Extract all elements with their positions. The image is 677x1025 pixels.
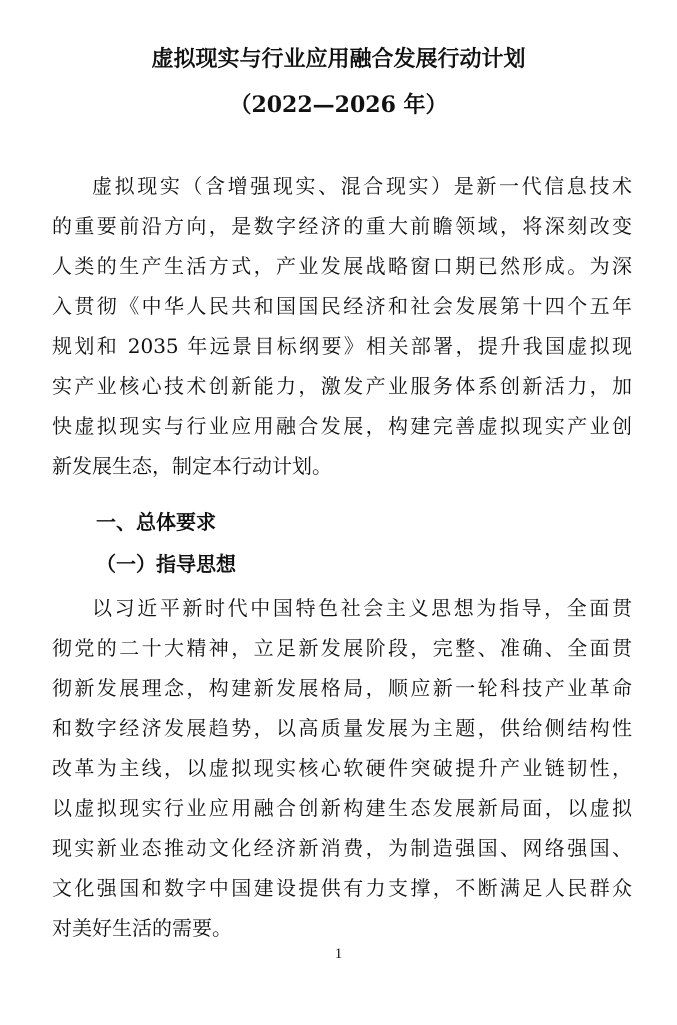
paragraph-line: 入贯彻《中华人民共和国国民经济和社会发展第十四个五年	[52, 294, 632, 318]
paragraph-line: 对美好生活的需要。	[52, 916, 232, 940]
paragraph-line: 实产业核心技术创新能力，激发产业服务体系创新活力，加	[52, 374, 632, 398]
paragraph-line: 人类的生产生活方式，产业发展战略窗口期已然形成。为深	[52, 254, 632, 278]
document-subtitle: （2022—2026 年）	[229, 92, 448, 118]
paragraph-line: 彻党的二十大精神，立足新发展阶段，完整、准确、全面贯	[52, 636, 632, 660]
paragraph-line: 规划和 2035 年远景目标纲要》相关部署，提升我国虚拟现	[52, 334, 632, 358]
subsection-heading: （一）指导思想	[96, 552, 236, 576]
paragraph-line: 快虚拟现实与行业应用融合发展，构建完善虚拟现实产业创	[52, 414, 632, 438]
paragraph-line: 虚拟现实（含增强现实、混合现实）是新一代信息技术	[92, 174, 632, 198]
page-number: 1	[334, 946, 343, 962]
document-title: 虚拟现实与行业应用融合发展行动计划	[151, 46, 526, 72]
paragraph-line: 以习近平新时代中国特色社会主义思想为指导，全面贯	[92, 596, 632, 620]
paragraph-line: 新发展生态，制定本行动计划。	[52, 454, 332, 478]
paragraph-line: 彻新发展理念，构建新发展格局，顺应新一轮科技产业革命	[52, 676, 632, 700]
paragraph-line: 和数字经济发展趋势，以高质量发展为主题，供给侧结构性	[52, 716, 632, 740]
paragraph-line: 改革为主线，以虚拟现实核心软硬件突破提升产业链韧性，	[52, 756, 632, 780]
paragraph-line: 以虚拟现实行业应用融合创新构建生态发展新局面，以虚拟	[52, 796, 632, 820]
paragraph-line: 现实新业态推动文化经济新消费，为制造强国、网络强国、	[52, 836, 632, 860]
paragraph-line: 文化强国和数字中国建设提供有力支撑，不断满足人民群众	[52, 876, 632, 900]
section-heading: 一、总体要求	[96, 510, 216, 534]
paragraph-line: 的重要前沿方向，是数字经济的重大前瞻领域，将深刻改变	[52, 214, 632, 238]
